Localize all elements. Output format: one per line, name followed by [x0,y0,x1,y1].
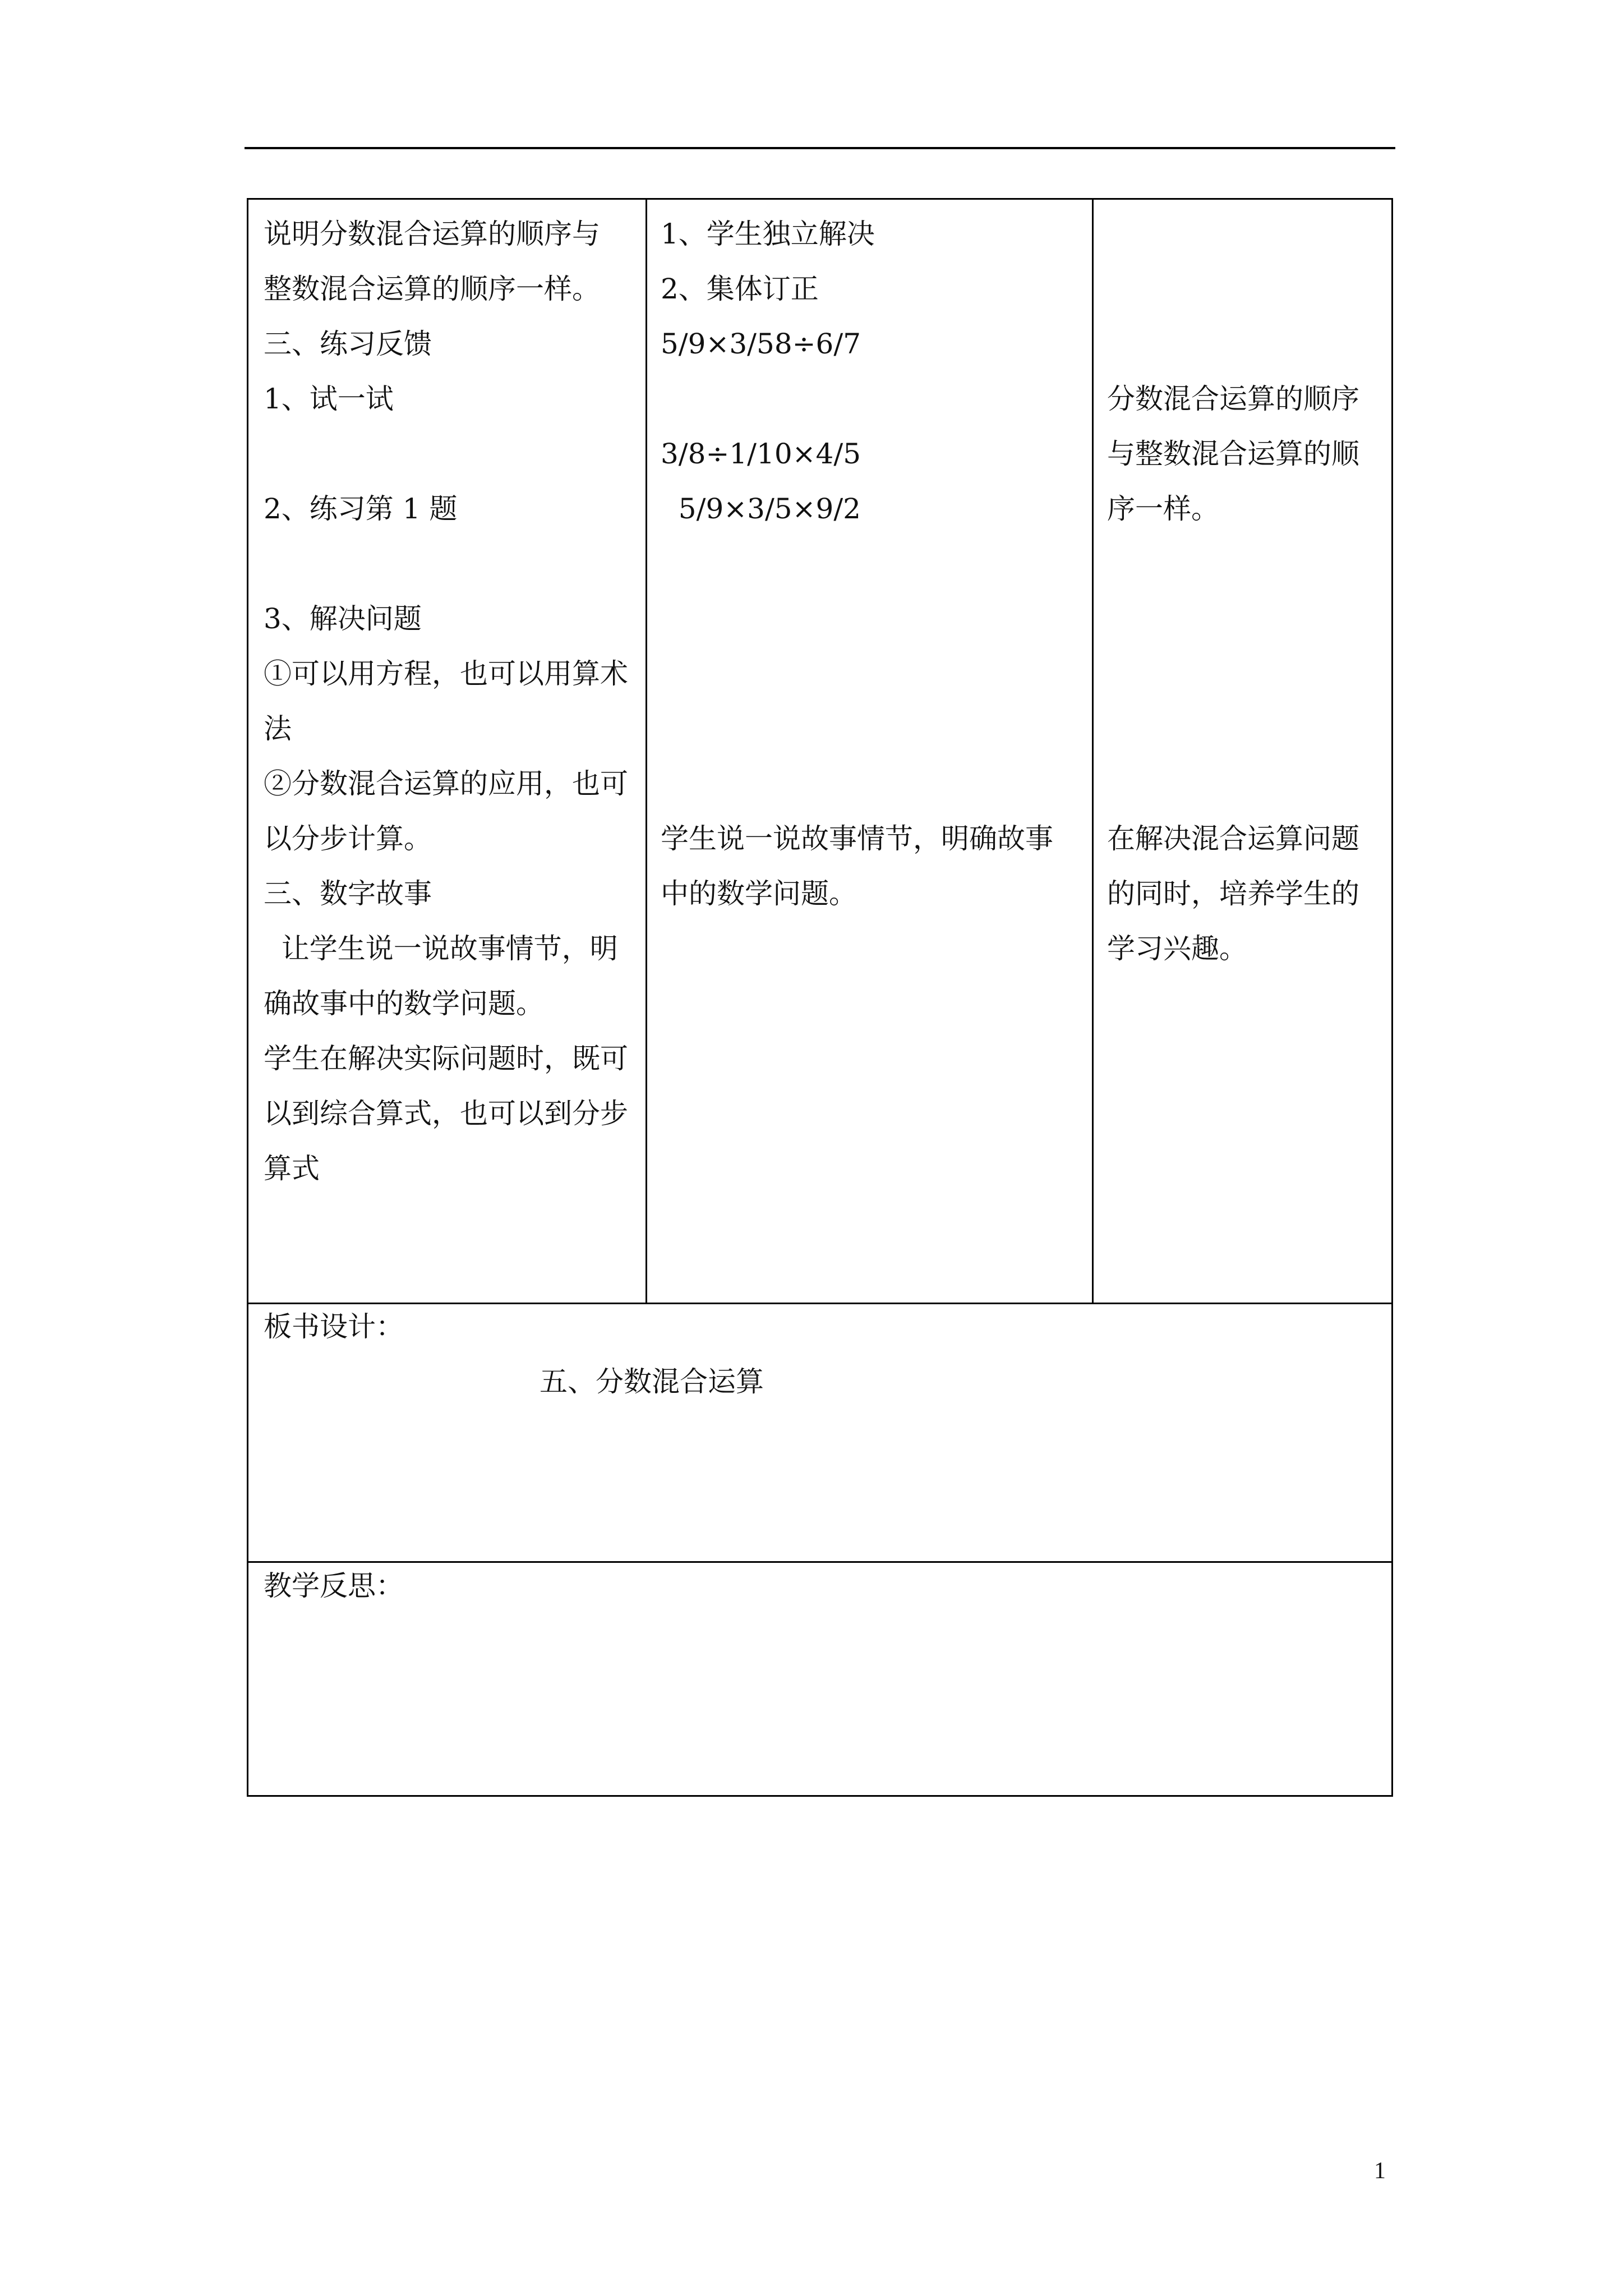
col1-line: 以到综合算式，也可以到分步 [264,1097,628,1130]
col2-line [661,756,1087,811]
col2-line: 3/8÷1/10×4/5 [661,438,861,470]
col1-line: 学生在解决实际问题时，既可 [264,1042,628,1075]
col1-line [264,536,639,591]
col3-line: 分数混合运算的顺序 [1107,383,1359,415]
col2-line [661,591,1087,646]
col3-line: 在解决混合运算问题 [1107,822,1359,855]
col1-line: 三、练习反馈 [264,328,432,360]
column-divider-2 [1092,198,1094,1304]
col1-line: 以分步计算。 [264,822,432,855]
design-intent-column [1107,206,1387,976]
col1-line: 1、试一试 [264,383,394,415]
col3-line [1107,756,1387,811]
col1-line: 确故事中的数学问题。 [264,987,544,1020]
col2-line: 5/9×3/5×9/2 [661,493,861,525]
col2-line: 中的数学问题。 [661,877,857,910]
col1-line: 让学生说一说故事情节，明 [264,932,618,965]
col1-line: 2、练习第 1 题 [264,493,458,525]
board-design-title: 五、分数混合运算 [540,1365,764,1398]
col3-line [1107,536,1387,591]
col3-line: 的同时，培养学生的 [1107,877,1359,910]
col1-line: 3、解决问题 [264,602,422,635]
col3-line: 与整数混合运算的顺 [1107,438,1359,470]
col3-line [1107,646,1387,701]
teaching-reflection-section [247,1561,1393,1797]
col2-line: 学生说一说故事情节，明确故事 [661,822,1053,855]
student-activity-column [661,206,1087,921]
col2-line [661,701,1087,756]
col3-line: 学习兴趣。 [1107,932,1247,965]
col1-line: 整数混合运算的顺序一样。 [264,273,600,305]
teaching-reflection-label: 教学反思： [264,1570,404,1602]
col3-line [1107,206,1387,261]
col3-line [1107,316,1387,371]
col2-line [661,536,1087,591]
col2-line: 1、学生独立解决 [661,218,875,250]
col1-line: 法 [264,712,292,745]
header-rule [245,147,1395,149]
col2-line [661,371,1087,426]
page-number: 1 [1374,2158,1386,2184]
col3-line [1107,701,1387,756]
col1-line: ①可以用方程，也可以用算术 [264,657,628,690]
column-divider-1 [645,198,647,1304]
col1-line: 三、数字故事 [264,877,432,910]
col2-line: 2、集体订正 [661,273,819,305]
col3-line: 序一样。 [1107,493,1219,525]
col1-line: ②分数混合运算的应用，也可 [264,767,628,800]
board-design-section [247,1303,1393,1563]
col3-line [1107,591,1387,646]
process-column [264,206,639,1196]
col1-line: 说明分数混合运算的顺序与 [264,218,600,250]
col1-line: 算式 [264,1152,320,1185]
col1-line [264,426,639,481]
col2-line [661,646,1087,701]
board-design-label: 板书设计： [264,1310,404,1343]
col2-line: 5/9×3/58÷6/7 [661,328,861,360]
col3-line [1107,261,1387,316]
